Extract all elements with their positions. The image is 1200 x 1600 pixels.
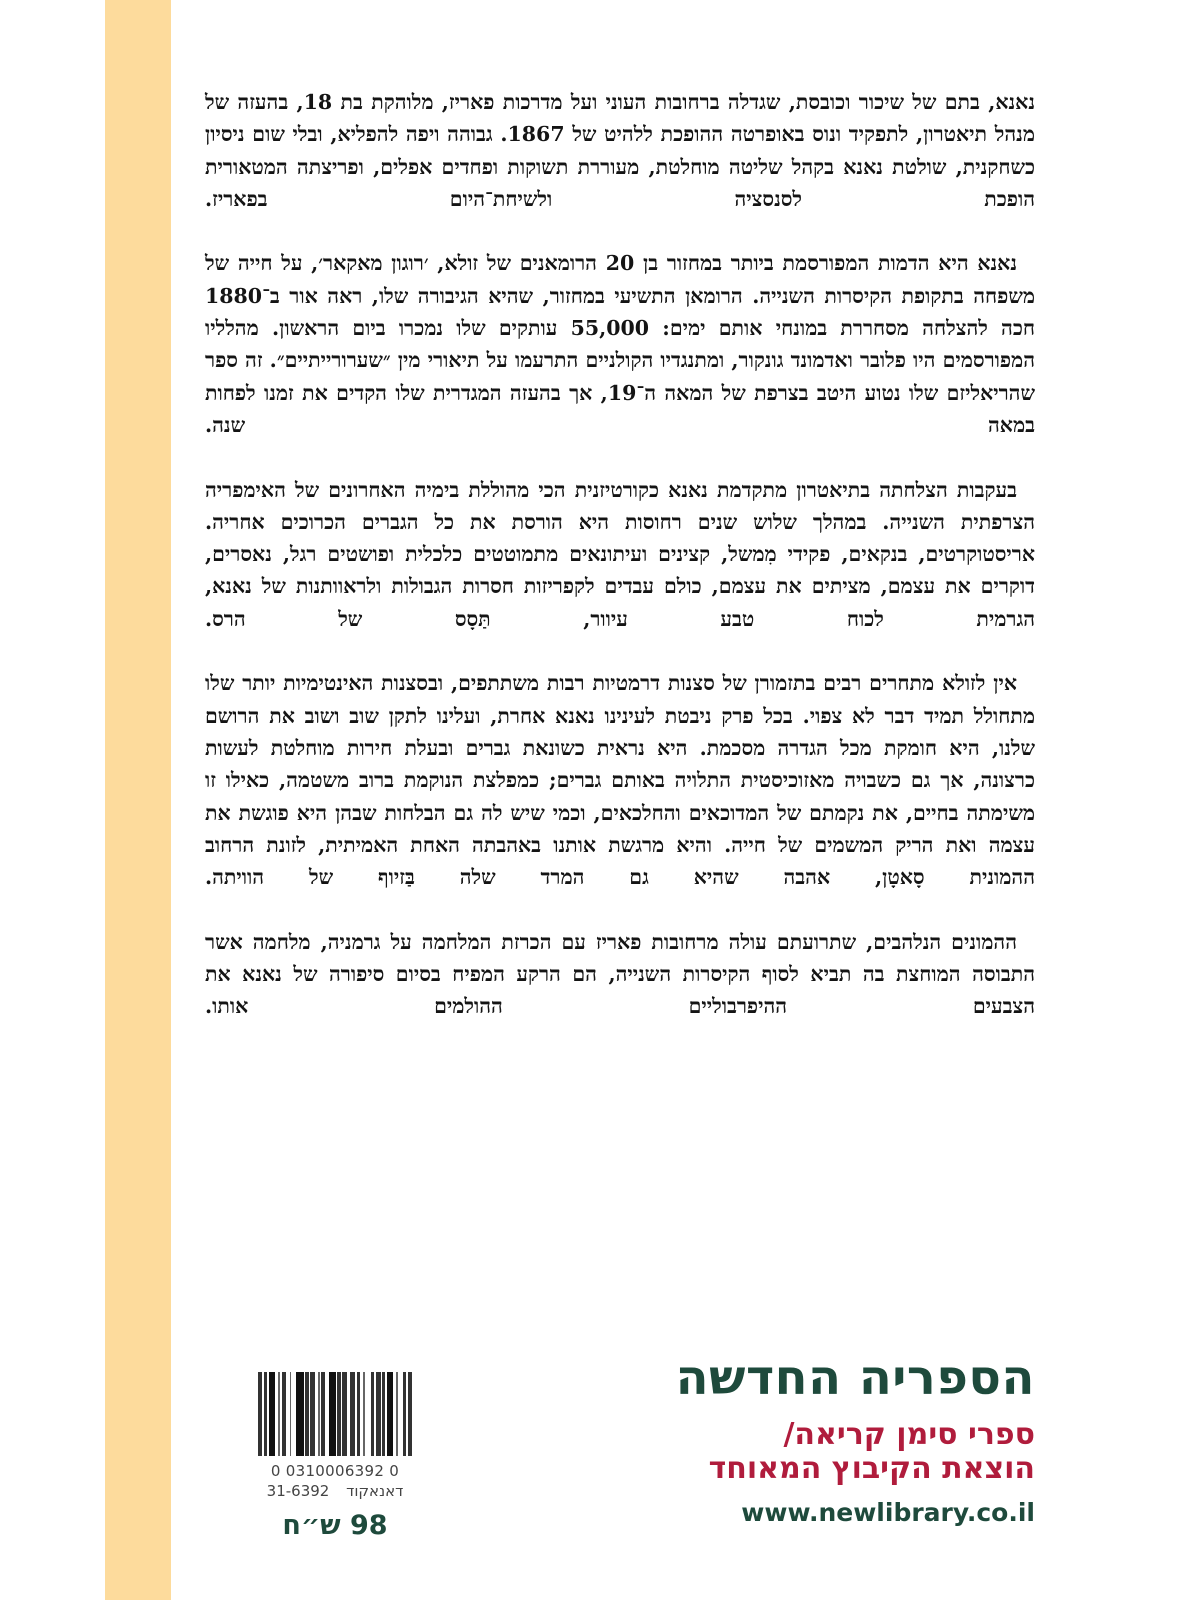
barcode-block: [210, 1372, 460, 1541]
blurb-paragraph: נאנא, בתם של שיכור וכובסת, שגדלה ברחובות העוני ועל מדרכות פאריז, מלוהקת בת 18, בהעזה של מנהל תיאטרון, לתפקיד ונוס באופרטה ההופכת ללהיט של 1867. גבוהה ויפה להפליא, ובלי שום ניסיון כשחקנית, שולטת נאנא בקהל שליטה מוחלטת, מעוררת תשוקות ופחדים אפלים, ופריצתה המטאורית הופכת לסנסציה ולשיחת־היום בפאריז.: [205, 90, 1036, 211]
blurb-paragraph: ההמונים הנלהבים, שתרועתם עולה מרחובות פאריז עם הכרזת המלחמה על גרמניה, מלחמה אשר התבוסה המוחצת בה תביא לסוף הקיסרות השנייה, הם הרקע המפיח בסיום סיפורה של נאנא את הצבעים ההיפרבוליים ההולמים אותו.: [205, 929, 1035, 1019]
spine-color-band: [105, 0, 171, 1600]
barcode-code-number: 31-6392: [266, 1482, 330, 1500]
publisher-block: [615, 1352, 1035, 1527]
publisher-url-link[interactable]: www.newlibrary.co.il: [741, 1498, 1035, 1527]
barcode-code-label: דאנאקוד: [346, 1482, 404, 1500]
blurb-paragraph: אין לזולא מתחרים רבים בתזמורן של סצנות דרמטיות רבות משתתפים, ובסצנות האינטימיות יותר שלו מתחולל תמיד דבר לא צפוי. בכל פרק ניבטת לעינינו נאנא אחרת, ועלינו לתקן שוב ושוב את הרושם שלנו, היא חומקת מכל הגדרה מסכמת. היא נראית כשונאת גברים ובעלת חירות מוחלטת לעשות כרצונה, אך גם כשבויה מאזוכיסטית התלויה באותם גברים; כמפלצת הנוקמת ברוב משטמה, כאילו זו משימתה בחיים, את נקמתם של המדוכאים והחלכאים, וכמי שיש לה גם הבלחות שבהן היא פוגשת את עצמה ואת הריק המשמים של חייה. והיא מרגשת אותנו באהבתה האחת האמיתית, לזונת הרחוב ההמונית סָאטָן, אהבה שהיא גם המרד שלה בַּזיוף של הוויתה.: [205, 671, 1036, 890]
imprint-line-1: ספרי סימן קריאה/: [783, 1417, 1035, 1452]
barcode-icon: [210, 1372, 460, 1456]
barcode-code: [210, 1482, 460, 1500]
back-cover-blurb: [205, 86, 1035, 1055]
imprint-line-2: הוצאת הקיבוץ המאוחד: [708, 1451, 1035, 1486]
price-label: 98 ש״ח: [282, 1510, 388, 1541]
series-title: הספריה החדשה: [675, 1350, 1035, 1406]
blurb-paragraph: נאנא היא הדמות המפורסמת ביותר במחזור בן 20 הרומאנים של זולא, ׳רוגון מאקאר׳, על חייה של משפחה בתקופת הקיסרות השנייה. הרומאן התשיעי במחזור, שהיא הגיבורה שלו, ראה אור ב־1880 חכה להצלחה מסחררת במונחי אותם ימים: 55,000 עותקים שלו נמכרו ביום הראשון. מהלליו המפורסמים היו פלובר ואדמונד גונקור, ומתנגדיו הקולניים התרעמו על תיאורי מין ״שערורייתיים״. זה ספר שהריאליזם שלו נטוע היטב בצרפת של המאה ה־19, אך בהעזה המגדרית שלו הקדים את זמנו לפחות במאה שנה.: [205, 251, 1035, 437]
barcode-bar: [296, 1372, 304, 1456]
barcode-bar: [408, 1372, 413, 1456]
blurb-paragraph: בעקבות הצלחתה בתיאטרון מתקדמת נאנא כקורטיזנית הכי מהוללת בימיה האחרונים של האימפריה הצרפתית השנייה. במהלך שלוש שנים רחוסות היא הורסת את כל הגברים הכרוכים אחריה. אריסטוקרטים, בנקאים, פקידי מִמשל, קצינים ועיתונאים מתמוטטים כלכלית ופושטים רגל, נאסרים, דוקרים את עצמם, מציתים את עצמם, כולם עבדים לקפריזות חסרות הגבולות ולראוותנות של נאנא, הגרמית לכוח טבע עיוור, תַּסָס של הרס.: [205, 477, 1035, 631]
barcode-digits: 0 0310006392 0: [270, 1462, 400, 1480]
